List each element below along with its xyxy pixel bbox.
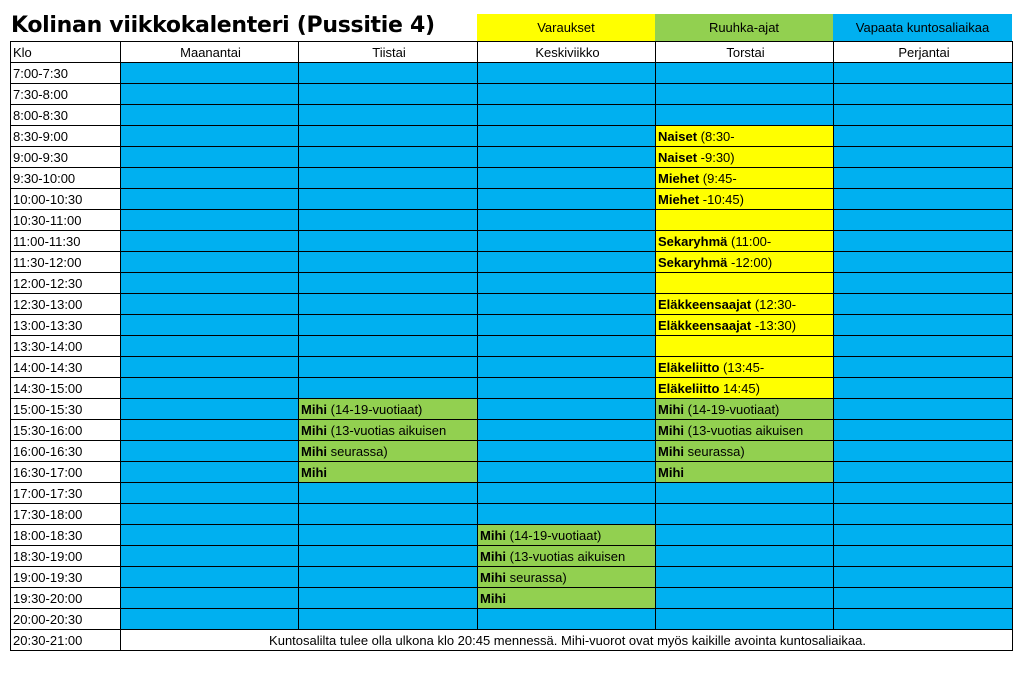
calendar-cell — [834, 294, 1013, 315]
event-name: Miehet — [658, 191, 700, 207]
time-row — [11, 546, 1013, 567]
calendar-cell — [299, 483, 478, 504]
header-day: Keskiviikko — [478, 42, 656, 63]
event-name: Eläkeliitto — [658, 359, 720, 375]
calendar-cell — [834, 462, 1013, 483]
calendar-event-cell — [656, 399, 834, 420]
event-detail: (14-19-vuotiaat) — [506, 527, 602, 543]
calendar-cell — [299, 336, 478, 357]
time-row — [11, 357, 1013, 378]
calendar-event-cell — [656, 462, 834, 483]
calendar-cell — [834, 84, 1013, 105]
calendar-cell — [834, 231, 1013, 252]
event-name: Sekaryhmä — [658, 233, 728, 249]
calendar-cell — [121, 441, 299, 462]
calendar-event-cell — [299, 441, 478, 462]
weekly-calendar-table — [10, 41, 1013, 651]
time-row — [11, 273, 1013, 294]
time-slot-label: 11:30-12:00 — [11, 252, 121, 273]
calendar-cell — [656, 609, 834, 630]
event-detail: (8:30- — [697, 128, 735, 144]
calendar-event-cell — [478, 588, 656, 609]
calendar-cell — [478, 84, 656, 105]
time-row — [11, 504, 1013, 525]
calendar-cell — [834, 567, 1013, 588]
calendar-cell — [299, 231, 478, 252]
calendar-cell — [299, 84, 478, 105]
calendar-cell — [299, 546, 478, 567]
calendar-cell — [478, 210, 656, 231]
calendar-event-cell — [478, 546, 656, 567]
event-name: Mihi — [480, 569, 506, 585]
time-row — [11, 420, 1013, 441]
calendar-cell — [834, 420, 1013, 441]
time-row — [11, 189, 1013, 210]
calendar-cell — [299, 126, 478, 147]
event-name: Mihi — [658, 422, 684, 438]
calendar-cell — [834, 357, 1013, 378]
header-klo: Klo — [11, 42, 121, 63]
calendar-cell — [656, 105, 834, 126]
time-row — [11, 567, 1013, 588]
calendar-cell — [121, 609, 299, 630]
event-name: Naiset — [658, 128, 698, 144]
time-slot-label: 14:30-15:00 — [11, 378, 121, 399]
calendar-event-cell — [656, 168, 834, 189]
calendar-cell — [299, 567, 478, 588]
time-slot-label: 13:00-13:30 — [11, 315, 121, 336]
time-slot-label: 16:30-17:00 — [11, 462, 121, 483]
calendar-cell — [834, 147, 1013, 168]
calendar-cell — [121, 546, 299, 567]
calendar-event-cell — [478, 525, 656, 546]
event-detail: (9:45- — [699, 170, 737, 186]
calendar-cell — [299, 168, 478, 189]
time-row — [11, 231, 1013, 252]
calendar-cell — [834, 126, 1013, 147]
event-detail: (13-vuotias aikuisen — [684, 422, 804, 438]
event-detail: (13-vuotias aikuisen — [506, 548, 626, 564]
calendar-cell — [478, 483, 656, 504]
time-slot-label: 8:00-8:30 — [11, 105, 121, 126]
event-name: Mihi — [658, 443, 684, 459]
calendar-cell — [834, 378, 1013, 399]
calendar-cell — [478, 504, 656, 525]
time-slot-label: 19:30-20:00 — [11, 588, 121, 609]
calendar-cell — [299, 189, 478, 210]
calendar-cell — [656, 588, 834, 609]
legend-ruuhka-ajat: Ruuhka-ajat — [655, 14, 833, 41]
time-row — [11, 84, 1013, 105]
time-slot-label: 8:30-9:00 — [11, 126, 121, 147]
calendar-cell — [121, 378, 299, 399]
time-slot-label: 17:00-17:30 — [11, 483, 121, 504]
calendar-event-cell — [656, 378, 834, 399]
time-row — [11, 294, 1013, 315]
event-detail: seurassa) — [684, 443, 745, 459]
calendar-cell — [834, 336, 1013, 357]
time-row — [11, 483, 1013, 504]
time-slot-label: 9:30-10:00 — [11, 168, 121, 189]
time-row — [11, 336, 1013, 357]
calendar-cell — [656, 546, 834, 567]
time-slot-label: 12:00-12:30 — [11, 273, 121, 294]
calendar-cell — [478, 609, 656, 630]
header-day: Perjantai — [834, 42, 1013, 63]
calendar-cell — [121, 273, 299, 294]
header-row — [11, 42, 1013, 63]
calendar-cell — [478, 231, 656, 252]
time-slot-label: 15:00-15:30 — [11, 399, 121, 420]
event-detail: (11:00- — [727, 233, 772, 249]
time-row — [11, 525, 1013, 546]
event-name: Mihi — [301, 464, 327, 480]
event-name: Mihi — [480, 527, 506, 543]
calendar-body — [11, 63, 1013, 651]
calendar-cell — [299, 210, 478, 231]
calendar-cell — [478, 189, 656, 210]
calendar-cell — [478, 462, 656, 483]
calendar-cell — [478, 126, 656, 147]
calendar-cell — [656, 525, 834, 546]
time-row — [11, 378, 1013, 399]
footer-note: Kuntosalilta tulee olla ulkona klo 20:45 mennessä. Mihi-vuorot ovat myös kaikille avointa kuntosaliaikaa. — [121, 630, 1013, 651]
event-detail: -12:00) — [727, 254, 773, 270]
time-row — [11, 210, 1013, 231]
calendar-event-cell — [656, 252, 834, 273]
calendar-cell — [299, 378, 478, 399]
legend-vapaata-kuntosaliaikaa: Vapaata kuntosaliaikaa — [833, 14, 1012, 41]
event-detail: seurassa) — [327, 443, 388, 459]
calendar-cell — [478, 336, 656, 357]
time-row — [11, 441, 1013, 462]
time-row — [11, 315, 1013, 336]
calendar-cell — [299, 609, 478, 630]
calendar-cell — [834, 441, 1013, 462]
time-slot-label: 10:00-10:30 — [11, 189, 121, 210]
calendar-event-cell — [656, 315, 834, 336]
page-title: Kolinan viikkokalenteri (Pussitie 4) — [11, 13, 435, 38]
calendar-cell — [121, 420, 299, 441]
calendar-cell — [834, 504, 1013, 525]
calendar-cell — [478, 357, 656, 378]
calendar-cell — [478, 252, 656, 273]
event-name: Mihi — [480, 590, 506, 606]
calendar-event-cell — [299, 420, 478, 441]
calendar-event-cell — [656, 441, 834, 462]
calendar-cell — [834, 252, 1013, 273]
event-name: Naiset — [658, 149, 698, 165]
calendar-cell — [121, 63, 299, 84]
event-name: Eläkeliitto — [658, 380, 720, 396]
calendar-cell — [834, 105, 1013, 126]
time-slot-label: 10:30-11:00 — [11, 210, 121, 231]
calendar-event-cell — [656, 231, 834, 252]
calendar-event-cell — [656, 189, 834, 210]
calendar-cell — [656, 504, 834, 525]
calendar-cell — [121, 84, 299, 105]
calendar-event-cell — [656, 420, 834, 441]
time-row — [11, 399, 1013, 420]
calendar-cell — [834, 399, 1013, 420]
calendar-cell — [299, 273, 478, 294]
calendar-cell — [834, 483, 1013, 504]
time-row — [11, 105, 1013, 126]
event-name: Mihi — [658, 464, 684, 480]
calendar-cell — [834, 210, 1013, 231]
event-detail: -13:30) — [751, 317, 797, 333]
event-detail: -9:30) — [697, 149, 735, 165]
calendar-cell — [656, 273, 834, 294]
calendar-cell — [656, 483, 834, 504]
calendar-cell — [299, 588, 478, 609]
calendar-cell — [656, 336, 834, 357]
time-slot-label: 20:00-20:30 — [11, 609, 121, 630]
time-slot-label: 7:30-8:00 — [11, 84, 121, 105]
calendar-cell — [656, 63, 834, 84]
calendar-cell — [121, 231, 299, 252]
calendar-cell — [299, 252, 478, 273]
time-row — [11, 252, 1013, 273]
calendar-cell — [121, 462, 299, 483]
calendar-cell — [121, 525, 299, 546]
event-detail: (14-19-vuotiaat) — [684, 401, 780, 417]
calendar-cell — [121, 567, 299, 588]
calendar-cell — [121, 147, 299, 168]
time-slot-label: 20:30-21:00 — [11, 630, 121, 651]
calendar-cell — [121, 168, 299, 189]
calendar-cell — [478, 315, 656, 336]
calendar-cell — [121, 399, 299, 420]
calendar-event-cell — [656, 126, 834, 147]
calendar-cell — [834, 546, 1013, 567]
calendar-cell — [834, 168, 1013, 189]
calendar-cell — [121, 357, 299, 378]
calendar-event-cell — [656, 147, 834, 168]
calendar-cell — [121, 189, 299, 210]
calendar-event-cell — [656, 294, 834, 315]
time-slot-label: 11:00-11:30 — [11, 231, 121, 252]
event-name: Mihi — [301, 422, 327, 438]
header-day: Tiistai — [299, 42, 478, 63]
calendar-cell — [478, 63, 656, 84]
time-row — [11, 147, 1013, 168]
calendar-cell — [478, 441, 656, 462]
calendar-cell — [834, 273, 1013, 294]
time-row — [11, 609, 1013, 630]
calendar-cell — [478, 147, 656, 168]
calendar-cell — [299, 105, 478, 126]
time-slot-label: 19:00-19:30 — [11, 567, 121, 588]
calendar-cell — [834, 525, 1013, 546]
time-slot-label: 16:00-16:30 — [11, 441, 121, 462]
calendar-cell — [121, 105, 299, 126]
event-detail: seurassa) — [506, 569, 567, 585]
time-slot-label: 9:00-9:30 — [11, 147, 121, 168]
event-detail: -10:45) — [699, 191, 744, 207]
calendar-cell — [834, 315, 1013, 336]
legend-varaukset: Varaukset — [477, 14, 655, 41]
calendar-cell — [121, 252, 299, 273]
calendar-cell — [121, 294, 299, 315]
calendar-cell — [121, 483, 299, 504]
event-detail: (14-19-vuotiaat) — [327, 401, 423, 417]
calendar-cell — [299, 504, 478, 525]
event-name: Miehet — [658, 170, 700, 186]
calendar-cell — [121, 210, 299, 231]
event-name: Eläkkeensaajat — [658, 317, 752, 333]
calendar-cell — [834, 588, 1013, 609]
calendar-cell — [834, 63, 1013, 84]
calendar-cell — [121, 315, 299, 336]
event-name: Eläkkeensaajat — [658, 296, 752, 312]
calendar-cell — [656, 210, 834, 231]
time-slot-label: 18:30-19:00 — [11, 546, 121, 567]
event-detail: (13:45- — [719, 359, 765, 375]
time-slot-label: 13:30-14:00 — [11, 336, 121, 357]
calendar-event-cell — [478, 567, 656, 588]
calendar-cell — [299, 525, 478, 546]
calendar-event-cell — [656, 357, 834, 378]
event-name: Sekaryhmä — [658, 254, 728, 270]
time-row — [11, 168, 1013, 189]
calendar-event-cell — [299, 399, 478, 420]
calendar-cell — [834, 189, 1013, 210]
calendar-cell — [299, 63, 478, 84]
calendar-cell — [121, 504, 299, 525]
calendar-cell — [121, 126, 299, 147]
calendar-cell — [656, 84, 834, 105]
event-name: Mihi — [658, 401, 684, 417]
calendar-cell — [478, 168, 656, 189]
calendar-cell — [478, 399, 656, 420]
calendar-cell — [299, 315, 478, 336]
calendar-cell — [478, 273, 656, 294]
time-slot-label: 18:00-18:30 — [11, 525, 121, 546]
calendar-cell — [478, 378, 656, 399]
event-detail: 14:45) — [719, 380, 760, 396]
calendar-cell — [121, 336, 299, 357]
calendar-cell — [299, 357, 478, 378]
calendar-cell — [478, 105, 656, 126]
event-name: Mihi — [480, 548, 506, 564]
time-row — [11, 63, 1013, 84]
time-row — [11, 630, 1013, 651]
time-row — [11, 588, 1013, 609]
time-row — [11, 126, 1013, 147]
event-name: Mihi — [301, 443, 327, 459]
calendar-cell — [478, 294, 656, 315]
header-day: Torstai — [656, 42, 834, 63]
calendar-cell — [121, 588, 299, 609]
time-slot-label: 12:30-13:00 — [11, 294, 121, 315]
time-slot-label: 15:30-16:00 — [11, 420, 121, 441]
time-row — [11, 462, 1013, 483]
time-slot-label: 17:30-18:00 — [11, 504, 121, 525]
time-slot-label: 14:00-14:30 — [11, 357, 121, 378]
header-day: Maanantai — [121, 42, 299, 63]
calendar-cell — [656, 567, 834, 588]
event-detail: (13-vuotias aikuisen — [327, 422, 447, 438]
calendar-cell — [478, 420, 656, 441]
calendar-cell — [834, 609, 1013, 630]
calendar-event-cell — [299, 462, 478, 483]
calendar-cell — [299, 294, 478, 315]
event-name: Mihi — [301, 401, 327, 417]
event-detail: (12:30- — [751, 296, 797, 312]
time-slot-label: 7:00-7:30 — [11, 63, 121, 84]
calendar-cell — [299, 147, 478, 168]
